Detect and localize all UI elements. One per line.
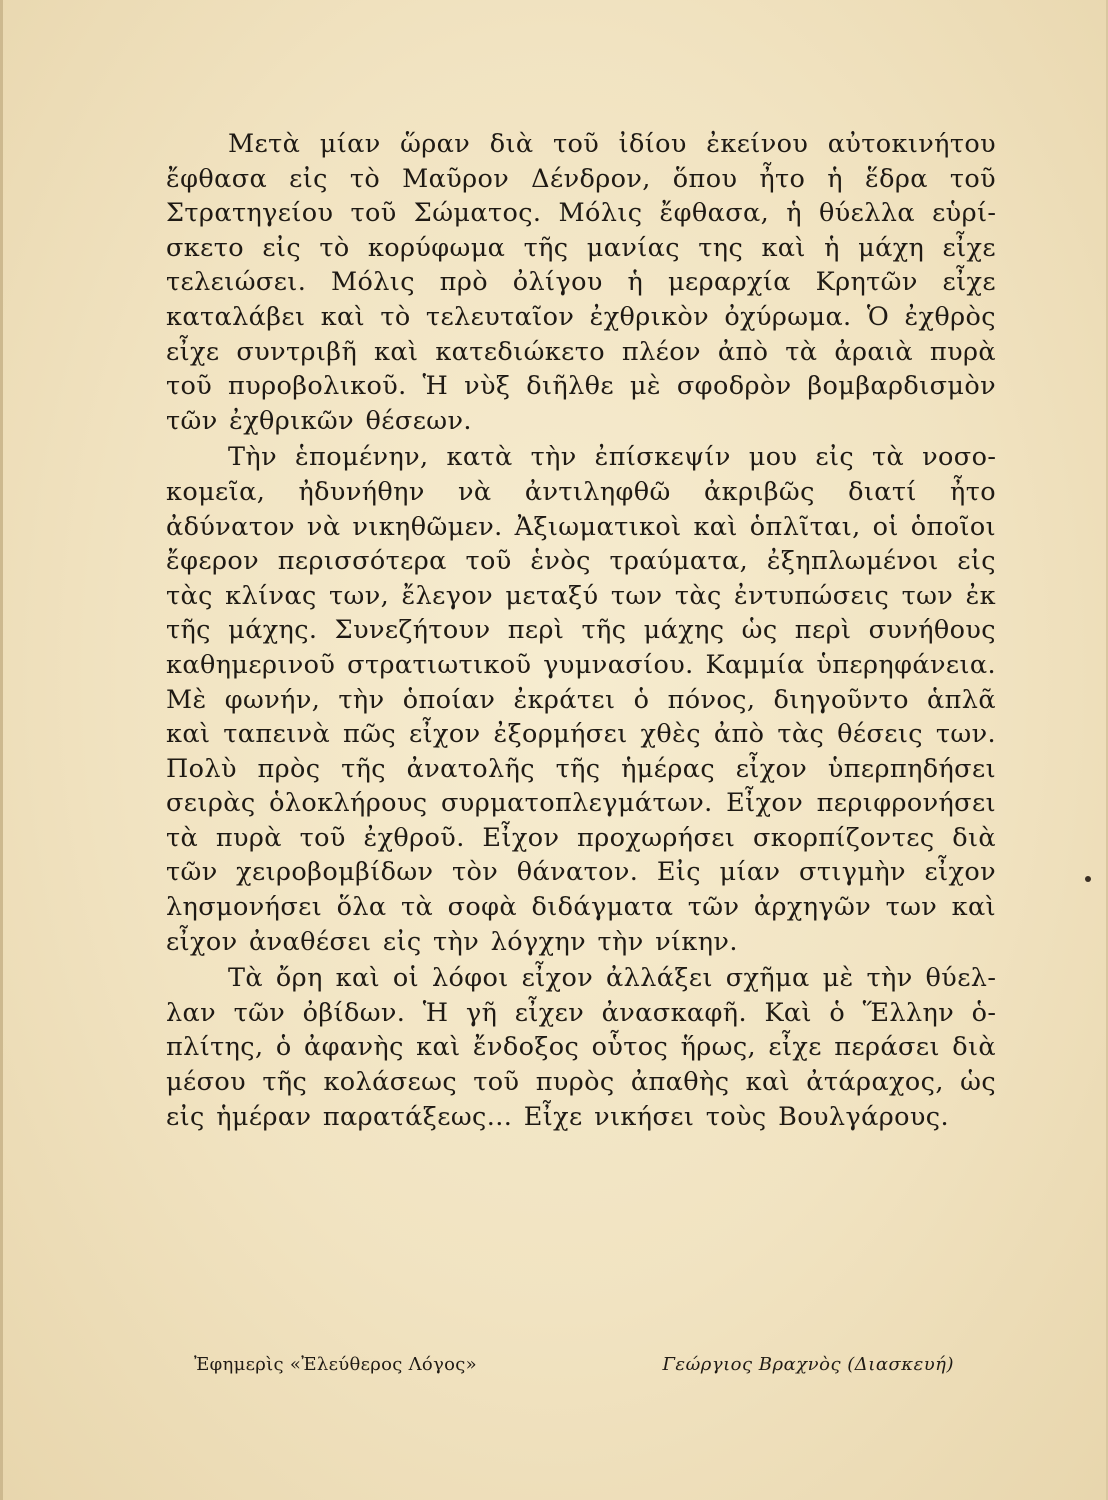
author-credit: Γεώργιος Βραχνὸς (Διασκευή) — [662, 1354, 954, 1375]
paragraph-1: Μετὰ μίαν ὥραν διὰ τοῦ ἰδίου ἐκείνου αὐτοκινήτου ἔφθασα εἰς τὸ Μαῦρον Δένδρον, ὅπου ἦτο ἡ ἕδρα τοῦ Στρατηγείου τοῦ Σώματος. Μόλις ἔφθασα, ἡ θύελλα εὑρίσκετο εἰς τὸ κορύφωμα τῆς μανίας της καὶ ἡ μάχη εἶχε τελειώσει. Μόλις πρὸ ὀλίγου ἡ μεραρχία Κρητῶν εἶχε καταλάβει καὶ τὸ τελευταῖον ἐχθρικὸν ὀχύρωμα. Ὁ ἐχθρὸς εἶχε συντριβῆ καὶ κατεδιώκετο πλέον ἀπὸ τὰ ἀραιὰ πυρὰ τοῦ πυροβολικοῦ. Ἡ νὺξ διῆλθε μὲ σφοδρὸν βομβαρδισμὸν τῶν ἐχθρικῶν θέσεων. — [166, 129, 996, 436]
paragraph-2: Τὴν ἑπομένην, κατὰ τὴν ἐπίσκεψίν μου εἰς τὰ νοσοκομεῖα, ἠδυνήθην νὰ ἀντιληφθῶ ἀκριβῶς διατί ἦτο ἀδύνατον νὰ νικηθῶμεν. Ἀξιωματικοὶ καὶ ὁπλῖται, οἱ ὁποῖοι ἔφερον περισσότερα τοῦ ἑνὸς τραύματα, ἐξηπλωμένοι εἰς τὰς κλίνας των, ἔλεγον μεταξύ των τὰς ἐντυπώσεις των ἐκ τῆς μάχης. Συνεζήτουν περὶ τῆς μάχης ὡς περὶ συνήθους καθημερινοῦ στρατιωτικοῦ γυμνασίου. Καμμία ὑπερηφάνεια. Μὲ φωνήν, τὴν ὁποίαν ἐκράτει ὁ πόνος, διηγοῦντο ἁπλᾶ καὶ ταπεινὰ πῶς εἶχον ἐξορμήσει χθὲς ἀπὸ τὰς θέσεις των. Πολὺ πρὸς τῆς ἀνατολῆς τῆς ἡμέρας εἶχον ὑπερπηδήσει σειρὰς ὁλοκλήρους συρματοπλεγμάτων. Εἶχον περιφρονήσει τὰ πυρὰ τοῦ ἐχθροῦ. Εἶχον προχωρήσει σκορπίζοντες διὰ τῶν χειροβομβίδων τὸν θάνατον. Εἰς μίαν στιγμὴν εἶχον λησμονήσει ὅλα τὰ σοφὰ διδάγματα τῶν ἀρχηγῶν των καὶ εἶχον ἀναθέσει εἰς τὴν λόγχην τὴν νίκην. — [166, 442, 996, 957]
paragraph-3: Τὰ ὄρη καὶ οἱ λόφοι εἶχον ἀλλάξει σχῆμα μὲ τὴν θύελλαν τῶν ὀβίδων. Ἡ γῆ εἶχεν ἀνασκαφῆ. Καὶ ὁ Ἕλλην ὁπλίτης, ὁ ἀφανὴς καὶ ἔνδοξος οὗτος ἥρως, εἶχε περάσει διὰ μέσου τῆς κολάσεως τοῦ πυρὸς ἀπαθὴς καὶ ἀτάραχος, ὡς εἰς ἡμέραν παρατάξεως... Εἶχε νικήσει τοὺς Βουλγάρους. — [166, 963, 996, 1132]
source-newspaper: Ἐφημερὶς «Ἐλεύθερος Λόγος» — [194, 1354, 477, 1375]
ink-speck-icon — [1085, 876, 1091, 882]
article-body — [166, 127, 996, 1134]
